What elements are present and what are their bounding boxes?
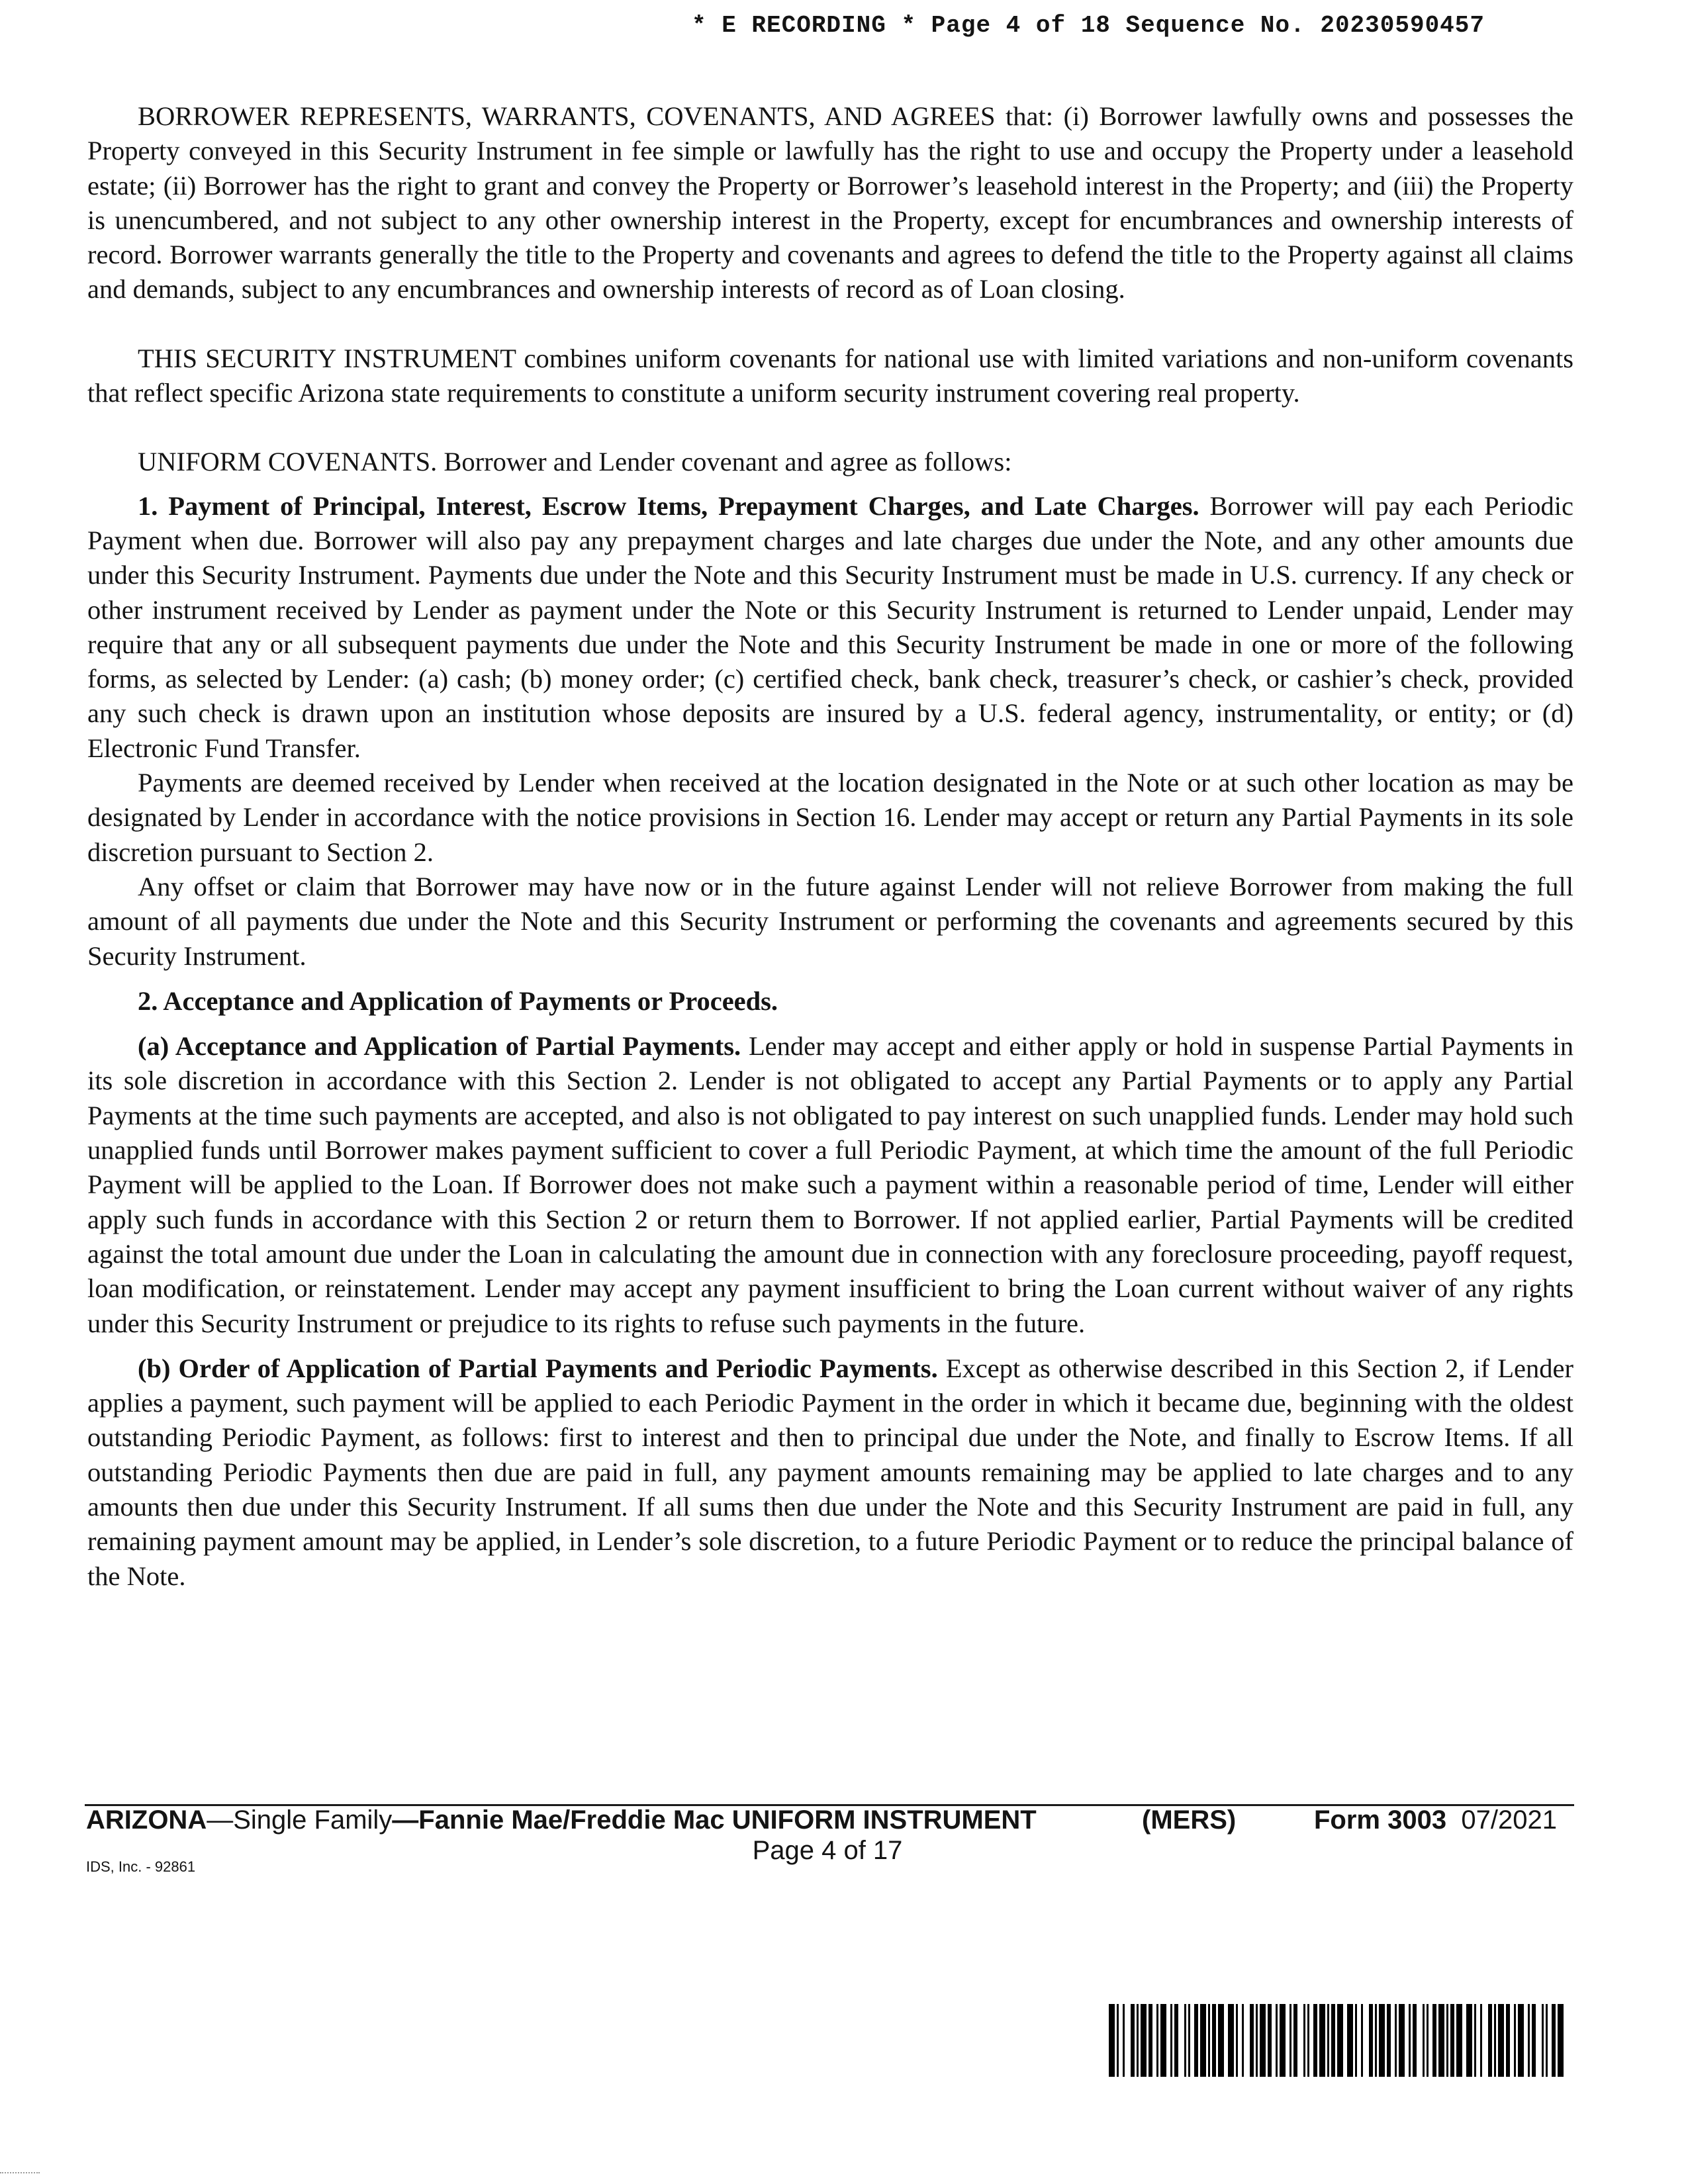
recording-stamp: * E RECORDING * Page 4 of 18 Sequence No. 20230590457 (692, 12, 1485, 39)
footer-form-label: Form 3003 (1314, 1805, 1447, 1835)
footer-form-date: 07/2021 (1461, 1805, 1557, 1835)
section-2b-paragraph (87, 1351, 1573, 1594)
footer-page-number: Page 4 of 17 (752, 1836, 903, 1865)
section-2a-paragraph (87, 1029, 1573, 1341)
section-2b-text: Except as otherwise described in this Section 2, if Lender applies a payment, such payment will be applied to each Periodic Payment in the order in which it became due, beginning with the oldest outstanding Periodic Payment, as follows: first to interest and then to principal due under the Note, and finally to Escrow Items. If all outstanding Periodic Payments then due are paid in full, any payment amounts remaining may be applied to late charges and to any amounts then due under this Security Instrument. If all sums then due under the Note and this Security Instrument are paid in full, any remaining payment amount may be applied, in Lender’s sole discretion, to a future Periodic Payment or to reduce the principal balance of the Note. (87, 1353, 1573, 1591)
section-1-text: Borrower will pay each Periodic Payment when due. Borrower will also pay any prepayment charges and late charges due under the Note, and any other amounts due under this Security Instrument. Payments due under the Note and this Security Instrument must be made in U.S. currency. If any check or other instrument received by Lender as payment under the Note or this Security Instrument is returned to Lender unpaid, Lender may require that any or all subsequent payments due under the Note and this Security Instrument be made in one or more of the following forms, as selected by Lender: (a) cash; (b) money order; (c) certified check, bank check, treasurer’s check, or cashier’s check, provided any such check is drawn upon an institution whose deposits are insured by a U.S. federal agency, instrumentality, or entity; or (d) Electronic Fund Transfer. (87, 490, 1573, 763)
footer-form-number (1314, 1805, 1557, 1835)
section-2a-text: Lender may accept and either apply or hold in suspense Partial Payments in its sole discretion in accordance with this Section 2. Lender is not obligated to accept any Partial Payments or to apply any Partial Payments at the time such payments are accepted, and also is not obligated to pay interest on such unapplied funds. Lender may hold such unapplied funds until Borrower makes payment sufficient to cover a full Periodic Payment, at which time the amount of the full Periodic Payment will be applied to the Loan. If Borrower does not make such a payment within a reasonable period of time, Lender will either apply such funds in accordance with this Section 2 or return them to Borrower. If not applied earlier, Partial Payments will be credited against the total amount due under the Loan in calculating the amount due in connection with any foreclosure proceeding, payoff request, loan modification, or reinstatement. Lender may accept any payment insufficient to bring the Loan current without waiver of any rights under this Security Instrument or prejudice to its rights to refuse such payments in the future. (87, 1031, 1574, 1338)
barcode-graphic (1109, 2004, 1566, 2077)
section-1-heading: 1. Payment of Principal, Interest, Escrow Items, Prepayment Charges, and Late Charges. (138, 490, 1199, 521)
uniform-covenants-intro: UNIFORM COVENANTS. Borrower and Lender covenant and agree as follows: (138, 447, 1012, 477)
footer-vendor: IDS, Inc. - 92861 (86, 1858, 196, 1875)
section-1-payments-received: Payments are deemed received by Lender when received at the location designated in the Note or at such other location as may be designated by Lender in accordance with the notice provisions in Section 16. Lender may accept or return any Partial Payments in its sole discretion pursuant to Section 2. (87, 768, 1573, 867)
document-body (87, 99, 1573, 1594)
section-2a-heading: (a) Acceptance and Application of Partial Payments. (138, 1031, 741, 1062)
footer-dash-1: — (207, 1805, 234, 1835)
section-2-heading: 2. Acceptance and Application of Payments or Proceeds. (138, 985, 778, 1016)
footer-instrument: Fannie Mae/Freddie Mac UNIFORM INSTRUMENT (418, 1805, 1037, 1835)
footer-form-title (86, 1805, 1037, 1835)
section-2b-heading: (b) Order of Application of Partial Payments and Periodic Payments. (138, 1353, 938, 1383)
security-instrument-paragraph: THIS SECURITY INSTRUMENT combines uniform covenants for national use with limited variations and non-uniform covenants that reflect specific Arizona state requirements to constitute a uniform security instrument covering real property. (87, 343, 1573, 408)
section-1-paragraph (87, 489, 1573, 766)
borrower-representations-paragraph: BORROWER REPRESENTS, WARRANTS, COVENANTS, AND AGREES that: (i) Borrower lawfully owns and possesses the Property conveyed in this Security Instrument in fee simple or lawfully has the right to use and occupy the Property under a leasehold estate; (ii) Borrower has the right to grant and convey the Property or Borrower’s leasehold interest in the Property; and (iii) the Property is unencumbered, and not subject to any other ownership interest in the Property, except for encumbrances and ownership interests of record. Borrower warrants generally the title to the Property and covenants and agrees to defend the title to the Property against all claims and demands, subject to any encumbrances and ownership interests of record as of Loan closing. (87, 101, 1573, 304)
footer-family: Single Family (233, 1805, 393, 1835)
scan-edge-mark (0, 2172, 40, 2173)
footer-dash-2: — (392, 1805, 419, 1835)
footer-state: ARIZONA (86, 1805, 207, 1835)
footer-mers: (MERS) (1142, 1805, 1237, 1835)
section-1-offset-claims: Any offset or claim that Borrower may have now or in the future against Lender will not relieve Borrower from making the full amount of all payments due under the Note and this Security Instrument or performing the covenants and agreements secured by this Security Instrument. (87, 871, 1573, 971)
